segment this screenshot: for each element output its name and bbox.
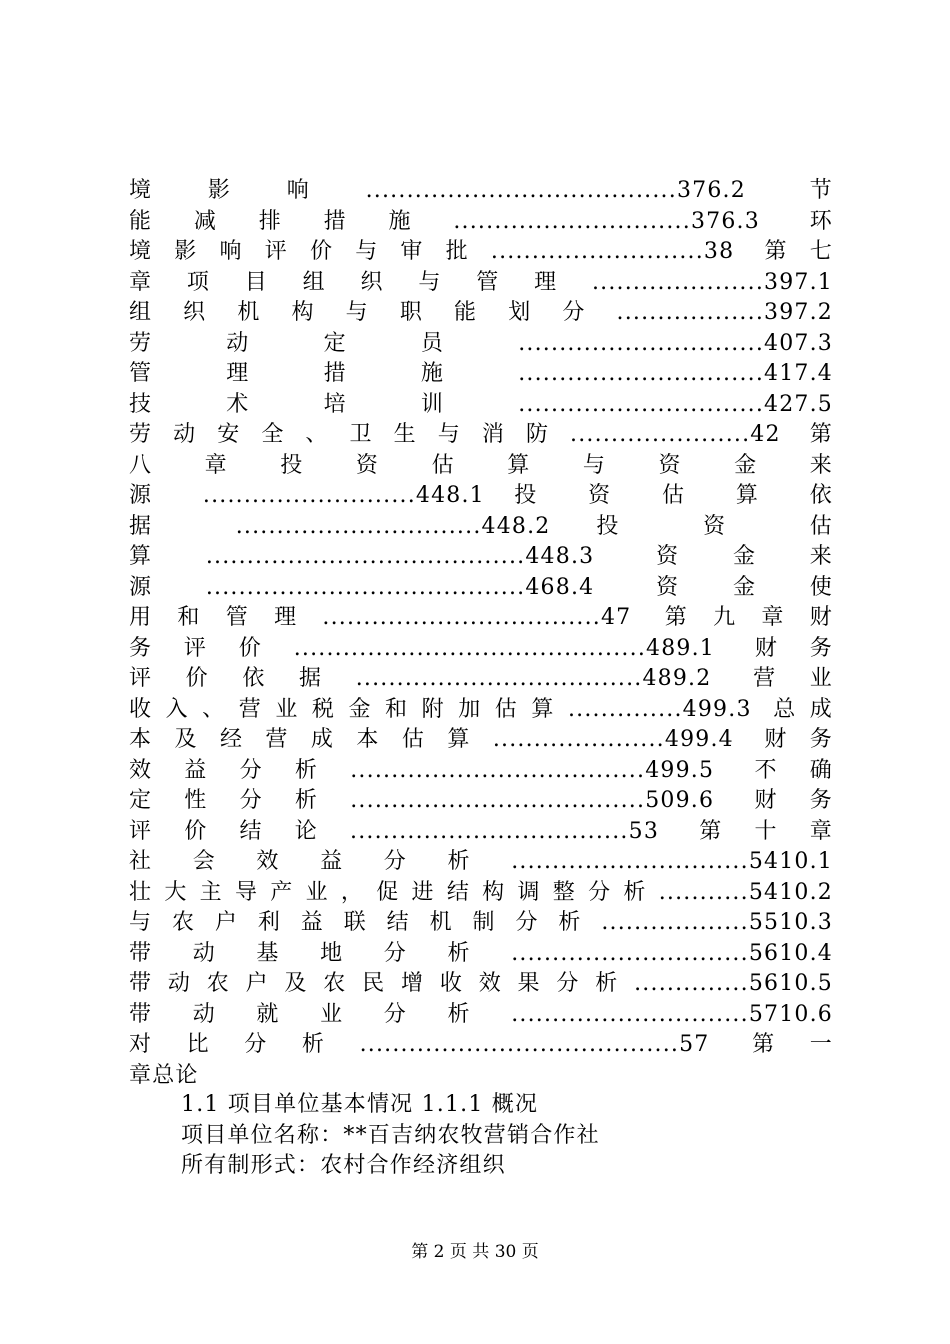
toc-line: 用和管理..................................47 第九章财 [129, 605, 833, 630]
toc-line: 劳动安全、卫生与消防......................42 第 [129, 422, 833, 447]
toc-line: 带动农户及农民增收效果分析..............5610.5 [129, 971, 833, 996]
toc-line: 评价依据...................................489.2 营业 [129, 666, 833, 691]
toc-line: 境影响......................................376.2 节 [129, 178, 833, 203]
toc-line: 评价结论..................................53 第十章 [129, 818, 833, 844]
toc-line: 劳动定员..............................407.3 [129, 330, 833, 356]
toc-line: 定性分析....................................509.6 财务 [129, 788, 833, 813]
toc-line: 务评价...........................................489.1 财务 [129, 635, 833, 661]
toc-line: 对比分析.......................................57 第一 [129, 1032, 833, 1057]
toc-line: 章项目组织与管理.....................397.1 [129, 269, 833, 295]
toc-line: 源 ..........................448.1 投 资 估 算 依 [129, 483, 833, 508]
toc-line: 收入、营业税金和附加估算..............499.3 总成 [129, 696, 833, 722]
toc-line: 能减排措施.............................376.3 环 [129, 208, 833, 234]
toc-line: 据 ..............................448.2 投 资 估 [129, 513, 833, 539]
toc-line: 与农户利益联结机制分析..................5510.3 [129, 910, 833, 935]
body-paragraph: 项目单位名称：**百吉纳农牧营销合作社 [181, 1122, 600, 1148]
body-paragraph: 所有制形式：农村合作经济组织 [181, 1153, 506, 1178]
toc-line: 八 章 投 资 估 算 与 资 金 来 [129, 452, 833, 478]
toc-line: 组织机构与职能划分..................397.2 [129, 300, 833, 325]
toc-line: 本及经营成本估算.....................499.4 财务 [129, 727, 833, 752]
toc-line: 算.......................................448.3 资金来 [129, 544, 833, 569]
toc-line: 带动就业分析.............................5710.6 [129, 1001, 833, 1027]
toc-line: 境影响评价与审批..........................38 第七 [129, 239, 833, 264]
toc-line: 技术培训..............................427.5 [129, 391, 833, 417]
toc-line: 效益分析....................................499.5 不确 [129, 757, 833, 783]
body-text [181, 1090, 841, 1182]
toc-line: 带动基地分析.............................5610.4 [129, 940, 833, 966]
toc-line: 管理措施..............................417.4 [129, 361, 833, 386]
toc-line: 壮大主导产业，促进结构调整分析...........5410.2 [129, 879, 833, 905]
page-number: 第 2 页 共 30 页 [411, 1242, 539, 1262]
toc-line: 章总论 [129, 1062, 199, 1088]
toc-line: 源.......................................468.4 资金使 [129, 574, 833, 600]
section-heading: 1.1 项目单位基本情况 1.1.1 概况 [181, 1092, 539, 1117]
toc-line: 社会效益分析.............................5410.1 [129, 849, 833, 874]
table-of-contents [129, 176, 833, 1091]
page-footer [0, 1240, 950, 1264]
